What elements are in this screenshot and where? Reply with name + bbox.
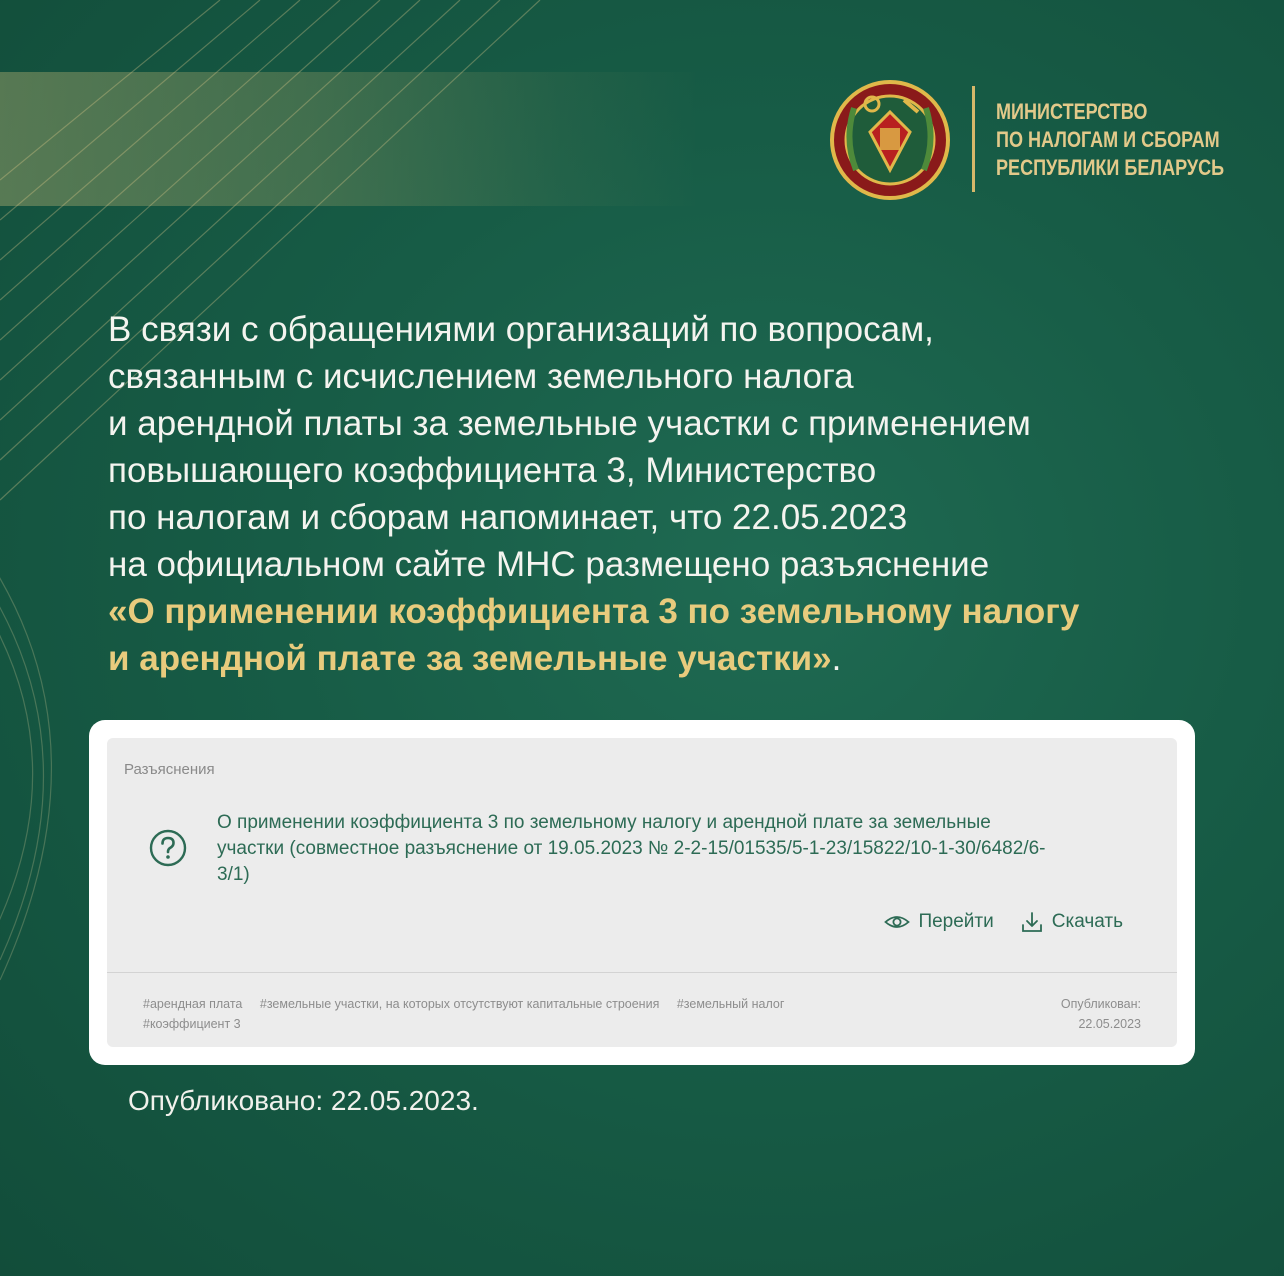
card-published-label: Опубликован: xyxy=(1060,997,1141,1011)
text-line: и арендной платы за земельные участки с применением xyxy=(108,404,1031,443)
highlight-line: и арендной плате за земельные участки» xyxy=(108,639,832,678)
card-divider xyxy=(107,972,1177,973)
tag[interactable]: #коэффициент 3 xyxy=(143,1017,241,1031)
text-line: на официальном сайте МНС размещено разъяснение xyxy=(108,545,990,584)
ministry-line-3: РЕСПУБЛИКИ БЕЛАРУСЬ xyxy=(996,155,1225,180)
card-published-date: 22.05.2023 xyxy=(1078,1017,1141,1031)
highlight-suffix: . xyxy=(831,639,842,678)
go-label: Перейти xyxy=(918,911,994,932)
explanation-link[interactable] xyxy=(217,810,1117,888)
card-title-line: О применении коэффициента 3 по земельному налогу и арендной плате за земельные xyxy=(217,812,991,833)
ministry-name xyxy=(996,98,1225,182)
text-line: повышающего коэффициента 3, Министерство xyxy=(108,451,877,490)
explanation-card xyxy=(89,720,1195,1065)
ministry-emblem xyxy=(826,78,954,200)
go-button[interactable] xyxy=(884,911,993,933)
published-date: Опубликовано: 22.05.2023. xyxy=(128,1085,479,1116)
card-published xyxy=(1061,994,1141,1034)
header-divider xyxy=(972,86,975,192)
highlight-line: «О применении коэффициента 3 по земельному налогу xyxy=(108,592,1080,631)
card-inner xyxy=(107,738,1177,1047)
text-line: В связи с обращениями организаций по вопросам, xyxy=(108,310,934,349)
gold-band xyxy=(0,72,700,206)
question-icon xyxy=(148,828,188,868)
text-line: связанным с исчислением земельного налога xyxy=(108,357,854,396)
tag-list xyxy=(143,994,798,1034)
card-section-label: Разъяснения xyxy=(124,761,215,778)
card-title-line: 3/1) xyxy=(217,864,250,885)
download-icon xyxy=(1020,910,1044,934)
announcement-text xyxy=(108,306,1218,682)
tag[interactable]: #арендная плата xyxy=(143,997,243,1011)
eye-icon xyxy=(884,913,910,931)
card-actions xyxy=(884,910,1123,934)
ministry-line-1: МИНИСТЕРСТВО xyxy=(996,99,1148,124)
download-label: Скачать xyxy=(1051,911,1123,932)
ministry-line-2: ПО НАЛОГАМ И СБОРАМ xyxy=(996,127,1220,152)
tag[interactable]: #земельный налог xyxy=(676,997,785,1011)
text-line: по налогам и сборам напоминает, что 22.05.2023 xyxy=(108,498,908,537)
card-title-line: участки (совместное разъяснение от 19.05.2023 № 2-2-15/01535/5-1-23/15822/10-1-30/6482/6- xyxy=(217,838,1046,859)
download-button[interactable] xyxy=(1020,910,1123,934)
tag[interactable]: #земельные участки, на которых отсутствуют капитальные строения xyxy=(259,997,660,1011)
